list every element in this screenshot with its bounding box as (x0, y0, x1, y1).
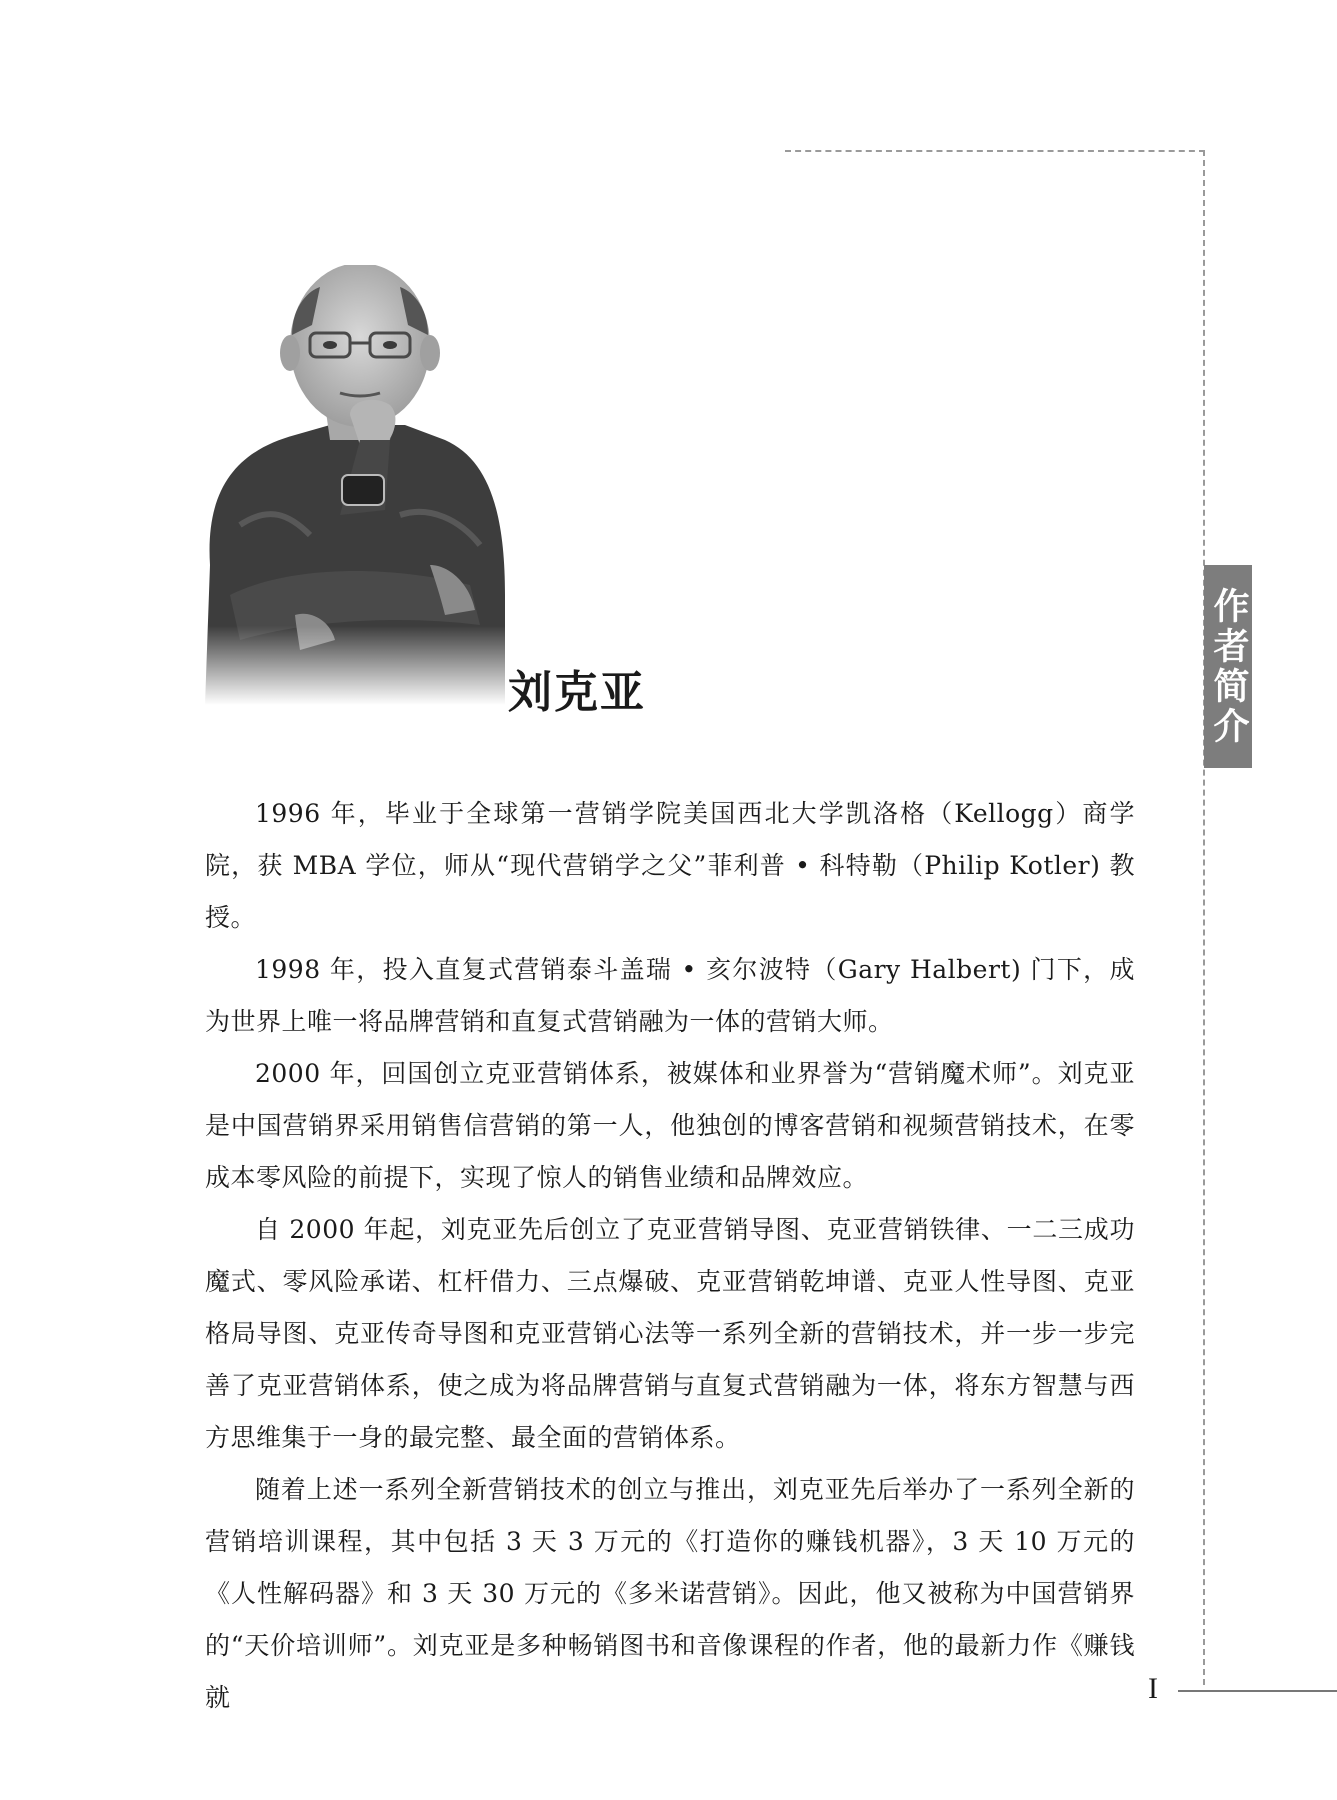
author-name: 刘克亚 (508, 667, 646, 718)
biography-paragraph: 1996 年，毕业于全球第一营销学院美国西北大学凯洛格（Kellogg）商学院，获 MBA 学位，师从“现代营销学之父”菲利普 • 科特勒（Philip Kotler) 教授。 (205, 799, 1135, 932)
biography-paragraph: 1998 年，投入直复式营销泰斗盖瑞 • 亥尔波特（Gary Halbert) 门下，成为世界上唯一将品牌营销和直复式营销融为一体的营销大师。 (205, 955, 1135, 1036)
side-tab-label: 作者简介 (1208, 586, 1249, 747)
page-number: I (1148, 1672, 1158, 1705)
biography-paragraph: 自 2000 年起，刘克亚先后创立了克亚营销导图、克亚营销铁律、一二三成功魔式、零风险承诺、杠杆借力、三点爆破、克亚营销乾坤谱、克亚人性导图、克亚格局导图、克亚传奇导图和克亚营销心法等一系列全新的营销技术，并一步一步完善了克亚营销体系，使之成为将品牌营销与直复式营销融为一体，将东方智慧与西方思维集于一身的最完整、最全面的营销体系。 (205, 1215, 1135, 1452)
biography-paragraph: 随着上述一系列全新营销技术的创立与推出，刘克亚先后举办了一系列全新的营销培训课程，其中包括 3 天 3 万元的《打造你的赚钱机器》，3 天 10 万元的《人性解码器》和 3 天 30 万元的《多米诺营销》。因此，他又被称为中国营销界的“天价培训师”。刘克亚是多种畅销图书和音像课程的作者，他的最新力作《赚钱就 (205, 1475, 1135, 1712)
side-tab (1204, 565, 1252, 768)
biography-text (205, 788, 1135, 1724)
author-portrait (200, 265, 510, 705)
dashed-frame-top (785, 150, 1205, 152)
page-footer-rule (1178, 1690, 1337, 1692)
biography-paragraph: 2000 年，回国创立克亚营销体系，被媒体和业界誉为“营销魔术师”。刘克亚是中国营销界采用销售信营销的第一人，他独创的博客营销和视频营销技术，在零成本零风险的前提下，实现了惊人的销售业绩和品牌效应。 (205, 1059, 1135, 1192)
dashed-frame-right (1203, 150, 1205, 1685)
